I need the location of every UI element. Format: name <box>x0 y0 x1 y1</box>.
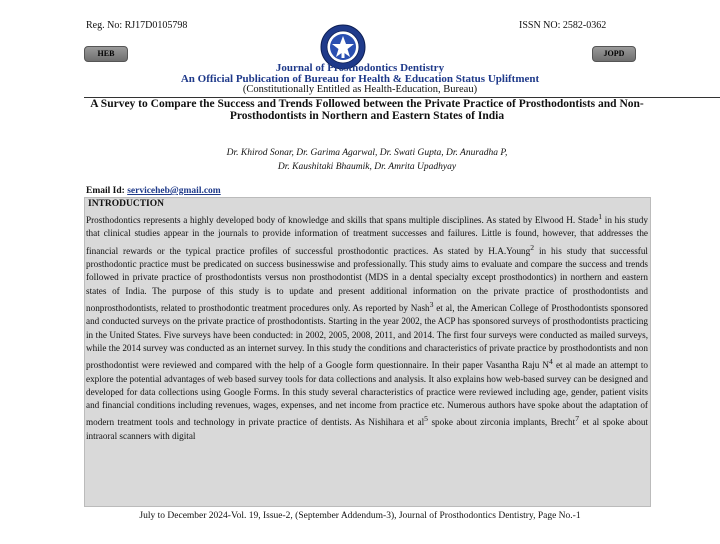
authors-line-1: Dr. Khirod Sonar, Dr. Garima Agarwal, Dr. Swati Gupta, Dr. Anuradha P, <box>226 148 508 158</box>
citation-3: 3 <box>429 299 434 309</box>
citation-7: 7 <box>575 414 580 424</box>
email-line <box>86 186 221 196</box>
body-text-6: spoke about zirconia implants, Brecht <box>428 417 576 428</box>
email-label: Email Id: <box>86 186 128 196</box>
body-text-5: et al made an attempt to explore the potential advantages of web based survey tools for data collections and analysis. It also explains how web-based survey can be designed and developed for data collections using Google Forms. In this study several characteristics of practice were reviewed including age, gender, patient visits and financial conditions including revenues, wages, expenses, and net income from practice etc. Numerous authors have spoke about the adaptation of modern treatment tools and technology in private practice of dentists. As Nishihara et al <box>86 360 648 428</box>
journal-constitution: (Constitutionally Entitled as Health-Education, Bureau) <box>242 84 478 95</box>
authors-line-2: Dr. Kaushitaki Bhaumik, Dr. Amrita Upadhyay <box>277 162 457 172</box>
journal-subtitle: An Official Publication of Bureau for Health & Education Status Upliftment <box>180 73 540 85</box>
registration-number: Reg. No: RJ17D0105798 <box>86 20 188 31</box>
email-link[interactable]: serviceheb@gmail.com <box>127 186 221 196</box>
body-text-3: in his study that successful prosthodontic practice must be predicated on success businesswise and professionally. This study aims to evaluate and compare the success and trends followed in private practice of prosthodontists versus non prosthodontist (MDS in a dental specialty except prosthodontics) in northern and eastern states of India. The purpose of this study is to update and present additional information on the private practice of prosthodontists and nonprosthodontists, related to prosthodontic treatment procedures only. As reported by Nash <box>86 245 648 313</box>
page-footer: July to December 2024-Vol. 19, Issue-2, (September Addendum-3), Journal of Prosthodontics Dentistry, Page No.-1 <box>139 511 581 521</box>
section-heading: INTRODUCTION <box>88 199 165 209</box>
body-text-4: et al, the American College of Prosthodontists sponsored and conducted surveys on the private practice of prosthodontists. Starting in the year 2002, the ACP has sponsored surveys of prosthodontists practicing in the United States. Five surveys have been conducted: in 2002, 2005, 2008, 2011, and 2014. The first four surveys were conducted as mailed surveys, while the 2014 survey was conducted as an internet survey. In this study the conditions and characteristics of private practice by prosthodontists and non prosthodontist were reviewed and compared with the help of a Google form questionnaire. In their paper Vasantha Raju N <box>86 302 648 371</box>
introduction-paragraph <box>86 210 648 443</box>
paper-title: A Survey to Compare the Success and Trends Followed between the Private Practice of Prosthodontists and Non-Prosthodontists in Northern and Eastern States of India <box>90 98 644 122</box>
body-text-2: in his study that clinical studies appear in the journals to provide information of treatment successes and failures. Little is found, however, that addresses the financial rewards or the typical practice profiles of successful prosthodontic practices. As stated by H.A.Young <box>86 215 648 256</box>
author-list <box>86 146 648 174</box>
citation-2: 2 <box>530 242 535 252</box>
heb-badge: HEB <box>84 46 128 62</box>
citation-4: 4 <box>549 357 553 367</box>
body-text-1: Prosthodontics represents a highly developed body of knowledge and skills that spans multiple disciplines. As stated by Elwood H. Stade <box>86 215 599 226</box>
citation-5: 5 <box>424 414 428 424</box>
jopd-badge: JOPD <box>592 46 636 62</box>
issn-number: ISSN NO: 2582-0362 <box>519 20 607 31</box>
citation-1: 1 <box>598 212 603 221</box>
journal-title: Journal of Prosthodontics Dentistry <box>275 62 445 74</box>
body-text-7: et al spoke about intraoral scanners with digital <box>86 417 648 441</box>
